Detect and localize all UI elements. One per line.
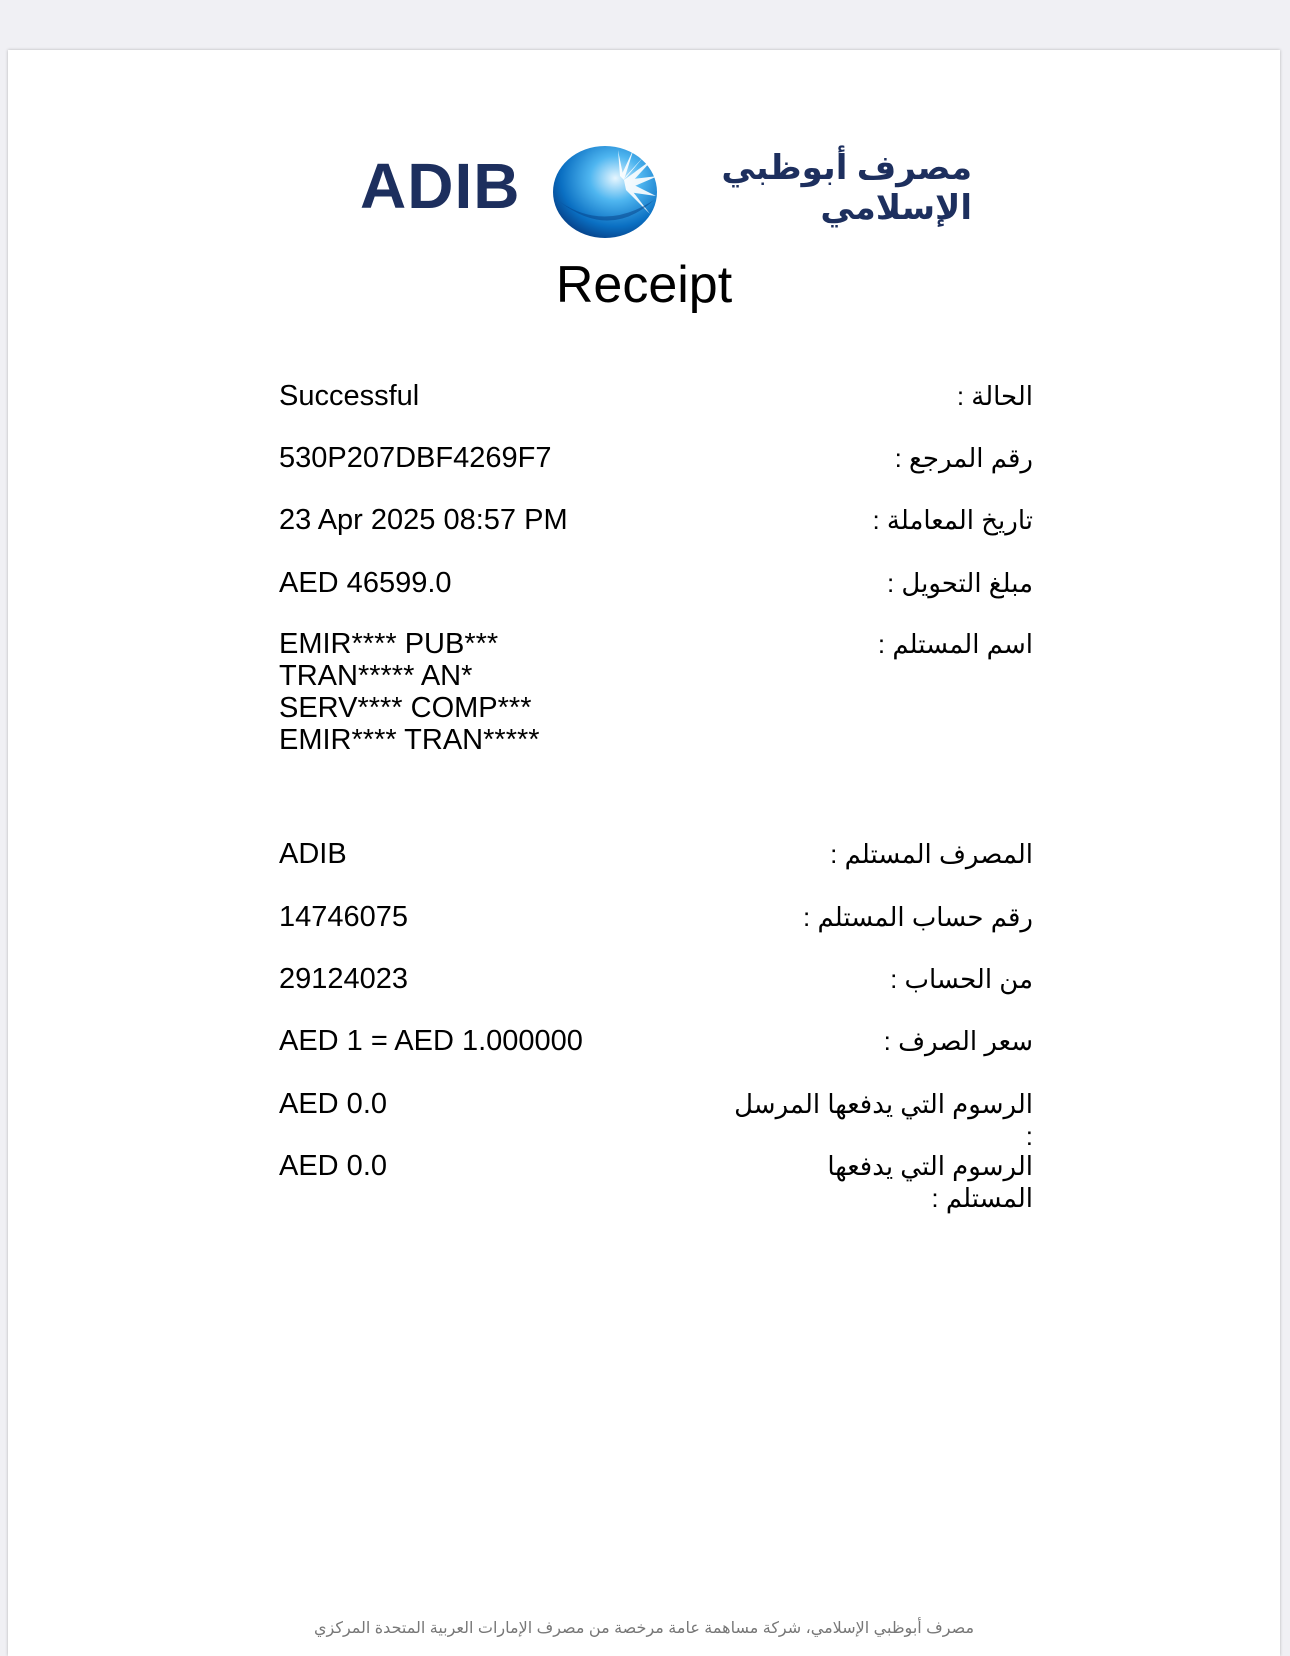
from-account-label: من الحساب : <box>890 964 1033 994</box>
recipient-bank-value: ADIB <box>279 838 347 870</box>
footer-disclaimer: مصرف أبوظبي الإسلامي، شركة مساهمة عامة مرخصة من مصرف الإمارات العربية المتحدة المركزي <box>313 1620 975 1637</box>
page-title: Receipt <box>555 256 733 314</box>
globe-icon <box>550 140 660 240</box>
recipient-name-line: TRAN***** AN* <box>279 660 473 692</box>
exchange-rate-label: سعر الصرف : <box>883 1026 1033 1056</box>
sender-fees-value: AED 0.0 <box>279 1088 387 1120</box>
from-account-value: 29124023 <box>279 963 409 995</box>
recipient-fees-label: الرسوم التي يدفعها المستلم : <box>827 1151 1033 1213</box>
logo-arabic-line-1: مصرف أبوظبي <box>721 149 972 187</box>
sender-fees-label: الرسوم التي يدفعها المرسل : <box>734 1089 1033 1151</box>
reference-number-value: 530P207DBF4269F7 <box>279 442 552 474</box>
recipient-name-line: EMIR**** PUB*** <box>279 628 499 660</box>
recipient-account-label: رقم حساب المستلم : <box>803 902 1033 932</box>
logo-arabic-line-2: الإسلامي <box>820 189 972 227</box>
adib-logo <box>360 140 1000 240</box>
status-value: Successful <box>279 380 420 412</box>
recipient-fees-value: AED 0.0 <box>279 1150 387 1182</box>
recipient-bank-label: المصرف المستلم : <box>830 839 1033 869</box>
receipt-page <box>8 50 1280 1656</box>
transfer-amount-value: AED 46599.0 <box>279 567 452 599</box>
recipient-name-line: SERV**** COMP*** <box>279 692 532 724</box>
recipient-name-label: اسم المستلم : <box>877 629 1033 659</box>
recipient-name-line: EMIR**** TRAN***** <box>279 724 540 756</box>
transaction-date-value: 23 Apr 2025 08:57 PM <box>279 504 568 536</box>
reference-number-label: رقم المرجع : <box>894 443 1033 473</box>
recipient-name-value <box>279 628 709 756</box>
exchange-rate-value: AED 1 = AED 1.000000 <box>279 1025 583 1057</box>
logo-arabic-text <box>672 148 972 228</box>
transfer-amount-label: مبلغ التحويل : <box>886 568 1033 598</box>
recipient-account-value: 14746075 <box>279 901 409 933</box>
logo-latin-text: ADIB <box>360 150 521 222</box>
transaction-date-label: تاريخ المعاملة : <box>872 505 1033 535</box>
status-label: الحالة : <box>956 381 1033 411</box>
